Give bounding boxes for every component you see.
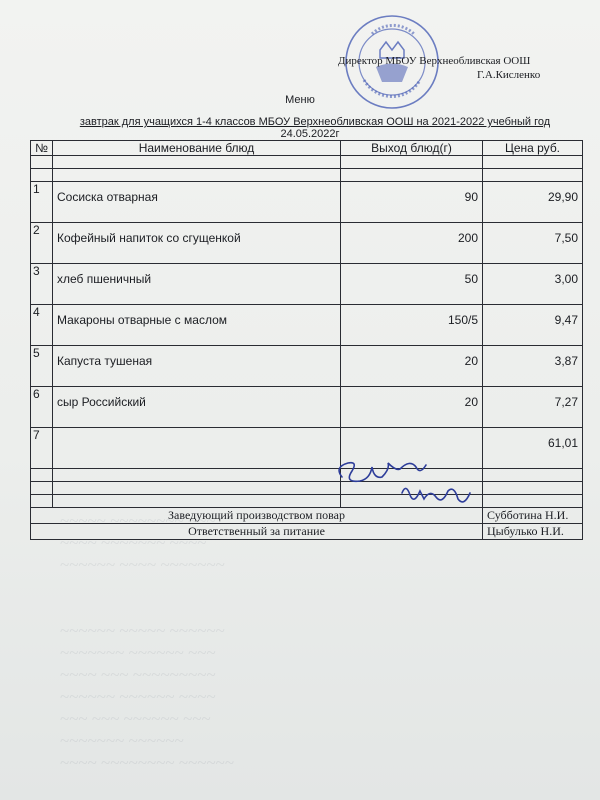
table-blank-row xyxy=(31,169,583,182)
menu-date: 24.05.2022г xyxy=(280,128,340,140)
column-header-price: Цена руб. xyxy=(483,141,583,156)
table-blank-row xyxy=(31,495,583,508)
table-row: 4 Макароны отварные с маслом 150/5 9,47 xyxy=(31,305,583,346)
footer-row-cook xyxy=(31,508,583,524)
menu-table xyxy=(30,140,583,540)
total-price: 61,01 xyxy=(483,428,583,469)
responsible-name: Цыбулько Н.И. xyxy=(483,524,583,540)
menu-subtitle: завтрак для учащихся 1-4 классов МБОУ Верхнеобливская ООШ на 2021-2022 учебный год xyxy=(79,116,551,128)
table-row: 6 сыр Российский 20 7,27 xyxy=(31,387,583,428)
table-blank-row xyxy=(31,469,583,482)
handwritten-signatures xyxy=(330,455,480,515)
table-header-row xyxy=(31,141,583,156)
column-header-number: № xyxy=(31,141,53,156)
table-blank-row xyxy=(31,156,583,169)
table-total-row: 7 61,01 xyxy=(31,428,583,469)
cook-role: Заведующий производством повар xyxy=(31,508,483,524)
menu-title: Меню xyxy=(285,94,315,106)
column-header-name: Наименование блюд xyxy=(53,141,341,156)
table-row: 2 Кофейный напиток со сгущенкой 200 7,50 xyxy=(31,223,583,264)
table-row: 1 Сосиска отварная 90 29,90 xyxy=(31,182,583,223)
responsible-role: Ответственный за питание xyxy=(31,524,483,540)
column-header-output: Выход блюд(г) xyxy=(341,141,483,156)
director-name: Г.А.Кисленко xyxy=(477,69,541,81)
cook-name: Субботина Н.И. xyxy=(483,508,583,524)
table-row: 5 Капуста тушеная 20 3,87 xyxy=(31,346,583,387)
director-line: Директор МБОУ Верхнеобливская ООШ xyxy=(338,55,531,67)
table-blank-row xyxy=(31,482,583,495)
footer-row-responsible xyxy=(31,524,583,540)
table-row: 3 хлеб пшеничный 50 3,00 xyxy=(31,264,583,305)
